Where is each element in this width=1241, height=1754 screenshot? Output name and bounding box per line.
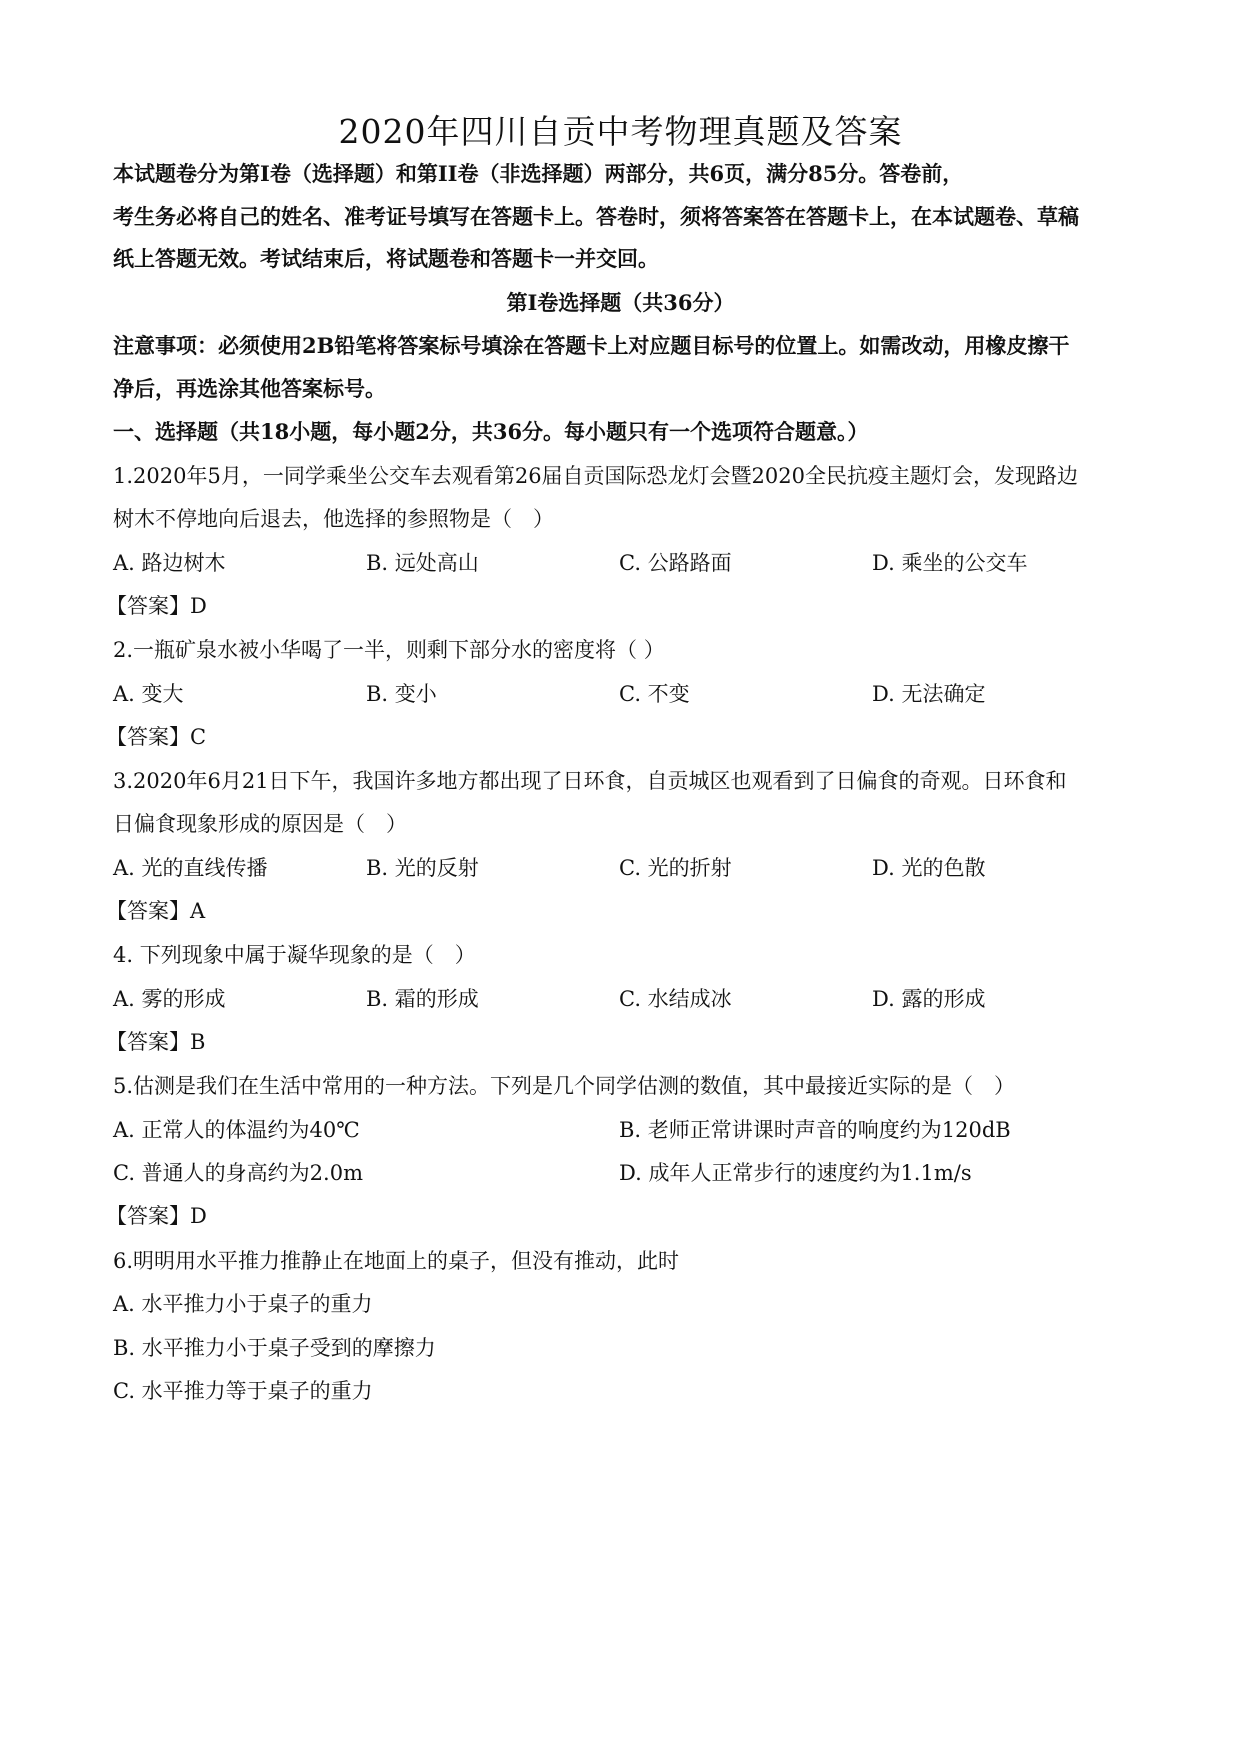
question-4-option-b: B. 霜的形成 bbox=[366, 987, 479, 1011]
part-heading: 一、选择题（共18小题，每小题2分，共36分。每小题只有一个选项符合题意。） bbox=[113, 419, 869, 444]
question-3-answer: 【答案】A bbox=[106, 899, 206, 923]
question-5-option-a: A. 正常人的体温约为40℃ bbox=[113, 1118, 360, 1142]
question-4-option-d: D. 露的形成 bbox=[872, 987, 986, 1011]
question-4-option-c: C. 水结成冰 bbox=[619, 987, 732, 1011]
question-1-answer: 【答案】D bbox=[106, 594, 207, 618]
question-1-option-c: C. 公路路面 bbox=[619, 551, 732, 575]
question-3-option-c: C. 光的折射 bbox=[619, 856, 732, 880]
question-1-text: 树木不停地向后退去，他选择的参照物是（ ） bbox=[113, 507, 554, 531]
question-2-option-c: C. 不变 bbox=[619, 682, 690, 706]
question-1-option-b: B. 远处高山 bbox=[366, 551, 479, 575]
question-2-answer: 【答案】C bbox=[106, 725, 207, 749]
question-5-text: 5.估测是我们在生活中常用的一种方法。下列是几个同学估测的数值，其中最接近实际的是（ ） bbox=[113, 1074, 1016, 1098]
intro-line: 本试题卷分为第I卷（选择题）和第II卷（非选择题）两部分，共6页，满分85分。答卷前， bbox=[113, 161, 964, 186]
question-5-option-c: C. 普通人的身高约为2.0m bbox=[113, 1161, 363, 1185]
question-3-option-b: B. 光的反射 bbox=[366, 856, 479, 880]
intro-line: 纸上答题无效。考试结束后，将试题卷和答题卡一并交回。 bbox=[113, 246, 659, 271]
section-title: 第I卷选择题（共36分） bbox=[506, 290, 735, 315]
question-6-option-c: C. 水平推力等于桌子的重力 bbox=[113, 1379, 373, 1403]
question-2-text: 2.一瓶矿泉水被小华喝了一半，则剩下部分水的密度将（ ） bbox=[113, 638, 665, 662]
question-6-text: 6.明明用水平推力推静止在地面上的桌子，但没有推动，此时 bbox=[113, 1249, 680, 1273]
question-2-option-a: A. 变大 bbox=[113, 682, 184, 706]
intro-line: 考生务必将自己的姓名、准考证号填写在答题卡上。答卷时，须将答案答在答题卡上，在本试题卷、草稿 bbox=[113, 204, 1079, 229]
question-6-option-a: A. 水平推力小于桌子的重力 bbox=[113, 1292, 373, 1316]
question-1-text: 1.2020年5月，一同学乘坐公交车去观看第26届自贡国际恐龙灯会暨2020全民抗疫主题灯会，发现路边 bbox=[113, 464, 1079, 488]
question-6-option-b: B. 水平推力小于桌子受到的摩擦力 bbox=[113, 1336, 436, 1360]
notice-line: 净后，再选涂其他答案标号。 bbox=[113, 376, 386, 401]
question-4-text: 4. 下列现象中属于凝华现象的是（ ） bbox=[113, 943, 476, 967]
question-2-option-b: B. 变小 bbox=[366, 682, 437, 706]
question-2-option-d: D. 无法确定 bbox=[872, 682, 986, 706]
question-1-option-d: D. 乘坐的公交车 bbox=[872, 551, 1028, 575]
notice-line: 注意事项：必须使用2B铅笔将答案标号填涂在答题卡上对应题目标号的位置上。如需改动，用橡皮擦干 bbox=[113, 333, 1070, 358]
question-4-option-a: A. 雾的形成 bbox=[113, 987, 226, 1011]
question-3-text: 日偏食现象形成的原因是（ ） bbox=[113, 812, 407, 836]
question-1-option-a: A. 路边树木 bbox=[113, 551, 226, 575]
question-3-text: 3.2020年6月21日下午，我国许多地方都出现了日环食，自贡城区也观看到了日偏食的奇观。日环食和 bbox=[113, 769, 1067, 793]
question-5-option-d: D. 成年人正常步行的速度约为1.1m/s bbox=[619, 1161, 972, 1185]
question-3-option-d: D. 光的色散 bbox=[872, 856, 986, 880]
question-3-option-a: A. 光的直线传播 bbox=[113, 856, 268, 880]
question-5-answer: 【答案】D bbox=[106, 1204, 207, 1228]
question-5-option-b: B. 老师正常讲课时声音的响度约为120dB bbox=[619, 1118, 1011, 1142]
document-title: 2020年四川自贡中考物理真题及答案 bbox=[338, 112, 903, 151]
question-4-answer: 【答案】B bbox=[106, 1030, 206, 1054]
